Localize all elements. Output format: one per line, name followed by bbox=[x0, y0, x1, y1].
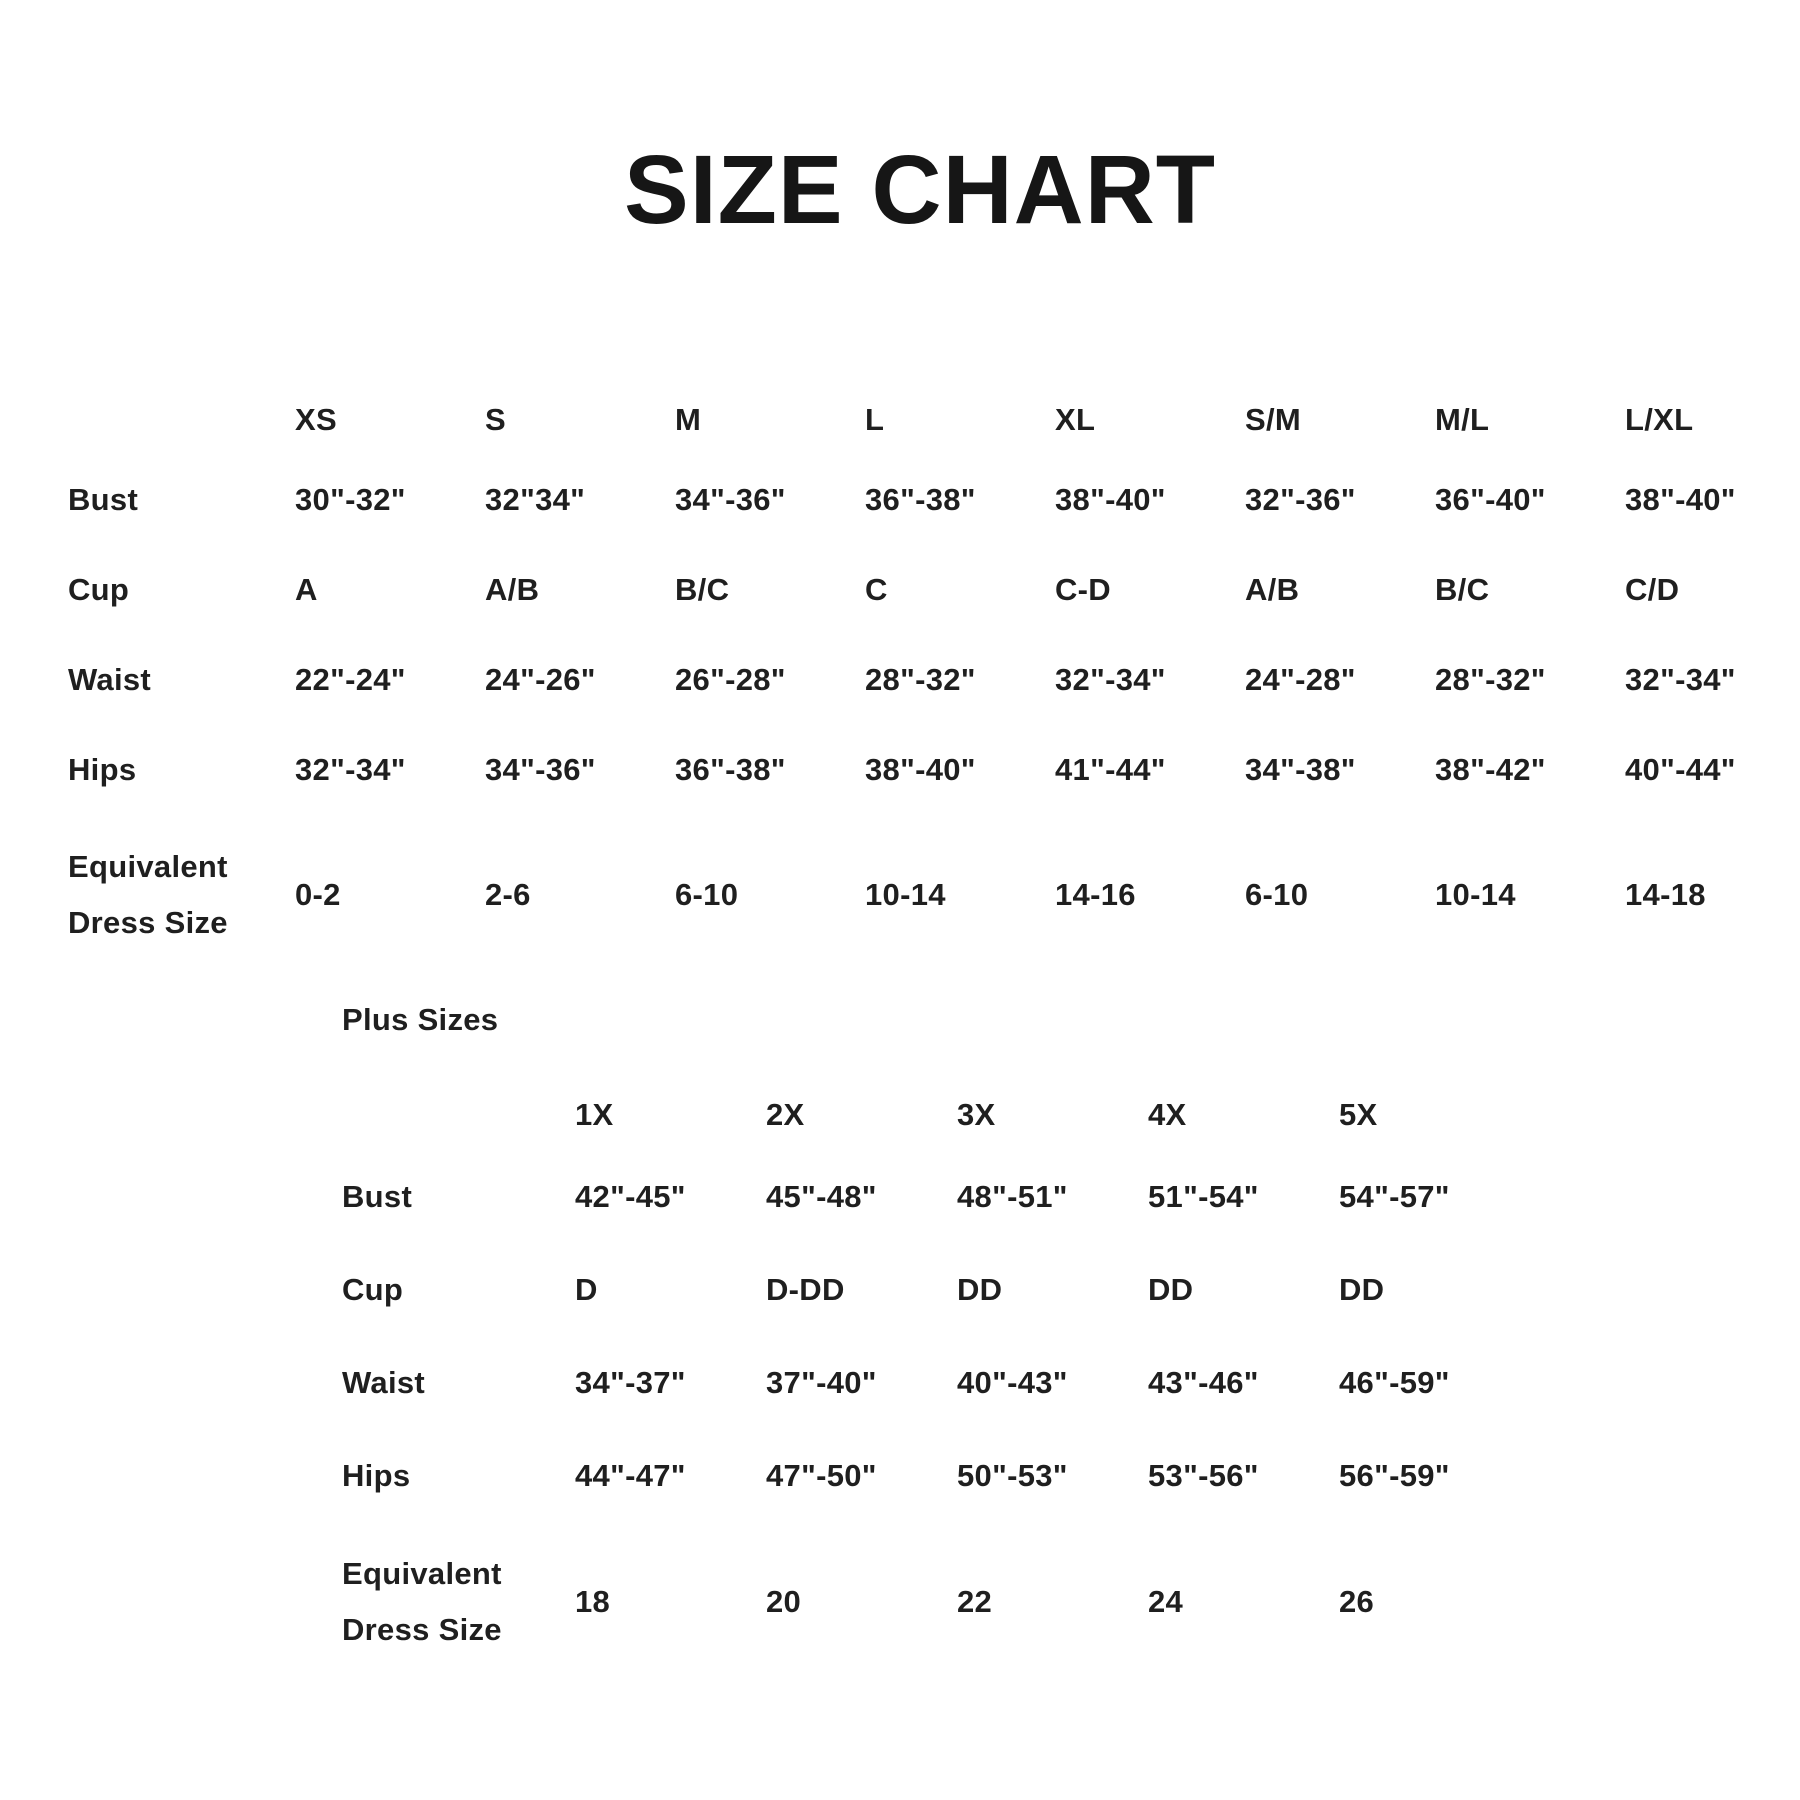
table-cell: C-D bbox=[1055, 572, 1111, 607]
table-cell: A bbox=[295, 572, 318, 607]
row-label-hips: Hips bbox=[342, 1457, 411, 1493]
table-cell: 10-14 bbox=[1435, 877, 1516, 912]
table-cell: 14-16 bbox=[1055, 877, 1136, 912]
table-cell: 51"-54" bbox=[1148, 1178, 1259, 1214]
table-cell: 36"-38" bbox=[675, 752, 786, 787]
table-cell: 10-14 bbox=[865, 877, 946, 912]
table-cell: DD bbox=[1148, 1271, 1194, 1307]
table-cell: 24"-26" bbox=[485, 662, 596, 697]
table-cell: 18 bbox=[575, 1584, 611, 1619]
table-cell: 54"-57" bbox=[1339, 1178, 1450, 1214]
row-label-equivalent-dress-size bbox=[68, 839, 295, 951]
table-cell: 14-18 bbox=[1625, 877, 1706, 912]
row-label-line1: Equivalent bbox=[342, 1556, 502, 1591]
plus-sizes-heading: Plus Sizes bbox=[342, 1002, 499, 1037]
row-label-waist: Waist bbox=[342, 1364, 426, 1400]
table-cell: 26 bbox=[1339, 1584, 1375, 1619]
table-cell: 24 bbox=[1148, 1584, 1184, 1619]
table-cell: 38"-40" bbox=[1055, 482, 1166, 517]
table-cell: 32"-36" bbox=[1245, 482, 1356, 517]
row-label-line2: Dress Size bbox=[68, 905, 228, 940]
row-label-equivalent-dress-size bbox=[342, 1546, 575, 1658]
row-label-hips: Hips bbox=[68, 752, 137, 787]
column-header-5x: 5X bbox=[1339, 1097, 1378, 1132]
table-cell: A/B bbox=[1245, 572, 1300, 607]
table-cell: 28"-32" bbox=[865, 662, 976, 697]
row-label-bust: Bust bbox=[68, 482, 139, 517]
table-cell: 45"-48" bbox=[766, 1178, 877, 1214]
column-header-m: M bbox=[675, 402, 702, 437]
table-cell: 6-10 bbox=[1245, 877, 1309, 912]
table-cell: 34"-36" bbox=[485, 752, 596, 787]
table-cell: 0-2 bbox=[295, 877, 341, 912]
table-cell: 32"-34" bbox=[1625, 662, 1736, 697]
table-cell: 40"-43" bbox=[957, 1364, 1068, 1400]
table-cell: 50"-53" bbox=[957, 1457, 1068, 1493]
plus-waist-row bbox=[342, 1336, 1530, 1429]
column-header-ml: M/L bbox=[1435, 402, 1490, 437]
plus-equivalent-dress-size-row bbox=[342, 1522, 1530, 1682]
hips-row bbox=[68, 725, 1800, 815]
row-label-cup: Cup bbox=[342, 1271, 404, 1307]
table-cell: 32"34" bbox=[485, 482, 586, 517]
table-cell: DD bbox=[957, 1271, 1003, 1307]
table-cell: 38"-40" bbox=[865, 752, 976, 787]
row-label-waist: Waist bbox=[68, 662, 152, 697]
table-cell: 26"-28" bbox=[675, 662, 786, 697]
table-cell: 28"-32" bbox=[1435, 662, 1546, 697]
table-cell: 6-10 bbox=[675, 877, 739, 912]
column-header-1x: 1X bbox=[575, 1097, 614, 1132]
column-header-s: S bbox=[485, 402, 506, 437]
table-cell: 34"-38" bbox=[1245, 752, 1356, 787]
waist-row bbox=[68, 635, 1800, 725]
table-cell: 43"-46" bbox=[1148, 1364, 1259, 1400]
row-label-bust: Bust bbox=[342, 1178, 413, 1214]
plus-bust-row bbox=[342, 1150, 1530, 1243]
table-cell: 22"-24" bbox=[295, 662, 406, 697]
table-cell: 41"-44" bbox=[1055, 752, 1166, 787]
table-cell: 42"-45" bbox=[575, 1178, 686, 1214]
table-cell: 32"-34" bbox=[295, 752, 406, 787]
table-cell: 44"-47" bbox=[575, 1457, 686, 1493]
table-cell: 37"-40" bbox=[766, 1364, 877, 1400]
plus-header-row bbox=[342, 1080, 1530, 1150]
table-cell: 47"-50" bbox=[766, 1457, 877, 1493]
table-cell: 53"-56" bbox=[1148, 1457, 1259, 1493]
column-header-l: L bbox=[865, 402, 885, 437]
table-cell: 46"-59" bbox=[1339, 1364, 1450, 1400]
column-header-xs: XS bbox=[295, 402, 337, 437]
table-cell: 34"-36" bbox=[675, 482, 786, 517]
plus-cup-row bbox=[342, 1243, 1530, 1336]
table-cell: 34"-37" bbox=[575, 1364, 686, 1400]
table-cell: 32"-34" bbox=[1055, 662, 1166, 697]
table-cell: A/B bbox=[485, 572, 540, 607]
column-header-xl: XL bbox=[1055, 402, 1096, 437]
table-cell: 36"-38" bbox=[865, 482, 976, 517]
equivalent-dress-size-row bbox=[68, 815, 1800, 975]
table-cell: 36"-40" bbox=[1435, 482, 1546, 517]
table-cell: 24"-28" bbox=[1245, 662, 1356, 697]
bust-row bbox=[68, 455, 1800, 545]
row-label-cup: Cup bbox=[68, 572, 130, 607]
table-cell: 22 bbox=[957, 1584, 993, 1619]
table-cell: D-DD bbox=[766, 1271, 845, 1307]
table-cell: 56"-59" bbox=[1339, 1457, 1450, 1493]
table-cell: C/D bbox=[1625, 572, 1680, 607]
table-cell: B/C bbox=[1435, 572, 1490, 607]
row-label-line1: Equivalent bbox=[68, 849, 228, 884]
page-title: SIZE CHART bbox=[624, 135, 1216, 244]
table-cell: B/C bbox=[675, 572, 730, 607]
column-header-2x: 2X bbox=[766, 1097, 805, 1132]
column-header-3x: 3X bbox=[957, 1097, 996, 1132]
table-cell: 2-6 bbox=[485, 877, 531, 912]
column-header-sm: S/M bbox=[1245, 402, 1302, 437]
row-label-line2: Dress Size bbox=[342, 1612, 502, 1647]
table-cell: 38"-42" bbox=[1435, 752, 1546, 787]
table-cell: 48"-51" bbox=[957, 1178, 1068, 1214]
column-header-4x: 4X bbox=[1148, 1097, 1187, 1132]
table-cell: C bbox=[865, 572, 888, 607]
cup-row bbox=[68, 545, 1800, 635]
standard-header-row bbox=[68, 385, 1800, 455]
table-cell: D bbox=[575, 1271, 598, 1307]
column-header-lxl: L/XL bbox=[1625, 402, 1694, 437]
table-cell: 38"-40" bbox=[1625, 482, 1736, 517]
plus-hips-row bbox=[342, 1429, 1530, 1522]
standard-size-table bbox=[68, 385, 1800, 975]
table-cell: 30"-32" bbox=[295, 482, 406, 517]
table-cell: 20 bbox=[766, 1584, 802, 1619]
table-cell: 40"-44" bbox=[1625, 752, 1736, 787]
table-cell: DD bbox=[1339, 1271, 1385, 1307]
plus-size-table bbox=[342, 1080, 1530, 1682]
